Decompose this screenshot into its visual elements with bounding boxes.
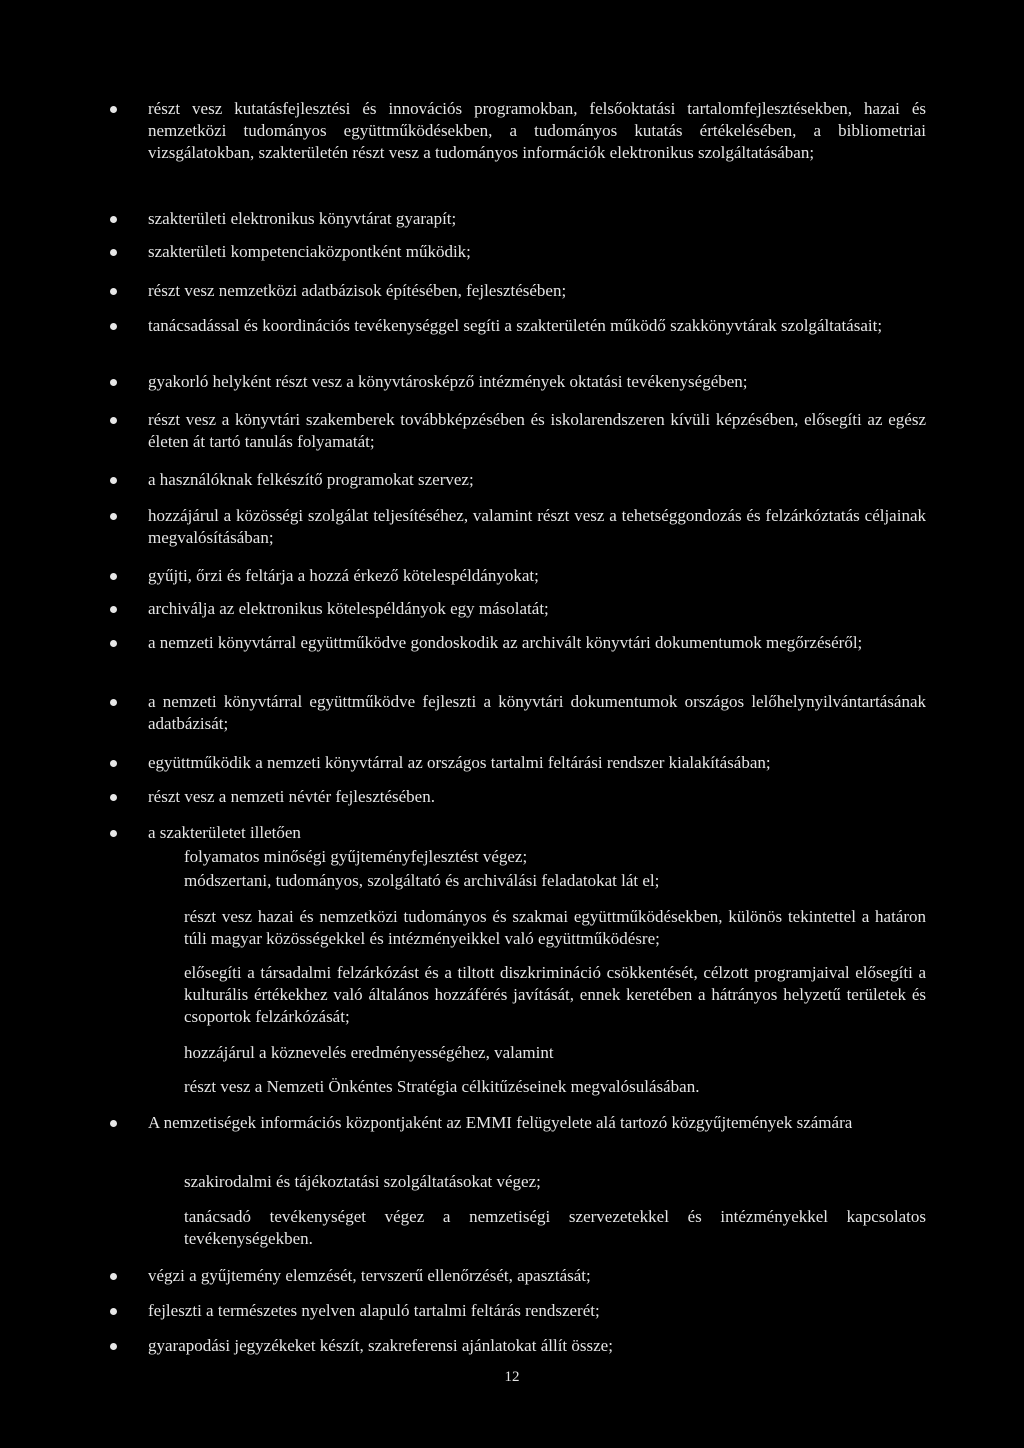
list-item: szakterületi kompetenciaközpontként működik; xyxy=(148,241,926,263)
sub-list-item: folyamatos minőségi gyűjteményfejlesztést végez; xyxy=(184,847,528,866)
sub-list-item: tanácsadó tevékenységet végez a nemzetiségi szervezetekkel és intézményekkel kapcsolatos tevékenységekben. xyxy=(184,1207,926,1248)
sub-list-item: hozzájárul a köznevelés eredményességéhez, valamint xyxy=(184,1043,554,1062)
list-item: archiválja az elektronikus kötelespéldányok egy másolatát; xyxy=(148,598,926,620)
list-item: részt vesz a könyvtári szakemberek továbbképzésében és iskolarendszeren kívüli képzésében, elősegíti az egész életen át tartó tanulás folyamatát; xyxy=(148,410,926,451)
list-item: fejleszti a természetes nyelven alapuló tartalmi feltárás rendszerét; xyxy=(148,1300,926,1322)
sub-list-item: szakirodalmi és tájékoztatási szolgáltatásokat végez; xyxy=(184,1172,541,1191)
list-item: végzi a gyűjtemény elemzését, tervszerű ellenőrzését, apasztását; xyxy=(148,1265,926,1287)
sub-list-item: részt vesz a Nemzeti Önkéntes Stratégia célkitűzéseinek megvalósulásában. xyxy=(184,1077,700,1096)
list-item: a használóknak felkészítő programokat szervez; xyxy=(148,469,926,491)
list-item: hozzájárul a közösségi szolgálat teljesítéséhez, valamint részt vesz a tehetséggondozás és felzárkóztatás céljainak megvalósításában; xyxy=(148,506,926,547)
list-item: együttműködik a nemzeti könyvtárral az országos tartalmi feltárási rendszer kialakításában; xyxy=(148,752,926,774)
page-number: 12 xyxy=(504,1369,520,1385)
sub-list-item: elősegíti a társadalmi felzárkózást és a tiltott diszkrimináció csökkentését, célzott programjaival elősegíti a kulturális értékekhez való általános hozzáférés javítását, ennek keretében a hátrányos helyzetű területek és csoportok felzárkózását; xyxy=(184,963,926,1026)
list-item: gyakorló helyként részt vesz a könyvtárosképző intézmények oktatási tevékenységében; xyxy=(148,371,926,393)
sub-list-item: részt vesz hazai és nemzetközi tudományos és szakmai együttműködésekben, különös tekintettel a határon túli magyar közösségekkel és intézményeikkel való együttműködésre; xyxy=(184,907,926,948)
list-item: szakterületi elektronikus könyvtárat gyarapít; xyxy=(148,208,926,230)
sub-list-item: módszertani, tudományos, szolgáltató és archiválási feladatokat lát el; xyxy=(184,871,660,890)
list-item: a nemzeti könyvtárral együttműködve gondoskodik az archivált könyvtári dokumentumok megőrzéséről; xyxy=(148,632,926,654)
list-item: a szakterületet illetően xyxy=(148,822,926,844)
list-item: a nemzeti könyvtárral együttműködve fejleszti a könyvtári dokumentumok országos lelőhelynyilvántartásának adatbázisát; xyxy=(148,692,926,733)
list-item: részt vesz kutatásfejlesztési és innovációs programokban, felsőoktatási tartalomfejlesztésekben, hazai és nemzetközi tudományos együttműködésekben, a tudományos kutatás értékelésében, a bibliometriai vizsgálatokban, szakterületén részt vesz a tudományos információk elektronikus szolgáltatásában; xyxy=(148,99,926,162)
list-item: részt vesz a nemzeti névtér fejlesztésében. xyxy=(148,786,926,808)
list-item: gyarapodási jegyzékeket készít, szakreferensi ajánlatokat állít össze; xyxy=(148,1335,926,1357)
list-item: részt vesz nemzetközi adatbázisok építésében, fejlesztésében; xyxy=(148,280,926,302)
list-item: gyűjti, őrzi és feltárja a hozzá érkező kötelespéldányokat; xyxy=(148,565,926,587)
list-item: tanácsadással és koordinációs tevékenységgel segíti a szakterületén működő szakkönyvtárak szolgáltatásait; xyxy=(148,315,926,337)
list-item: A nemzetiségek információs központjaként az EMMI felügyelete alá tartozó közgyűjtemények számára xyxy=(148,1112,926,1134)
